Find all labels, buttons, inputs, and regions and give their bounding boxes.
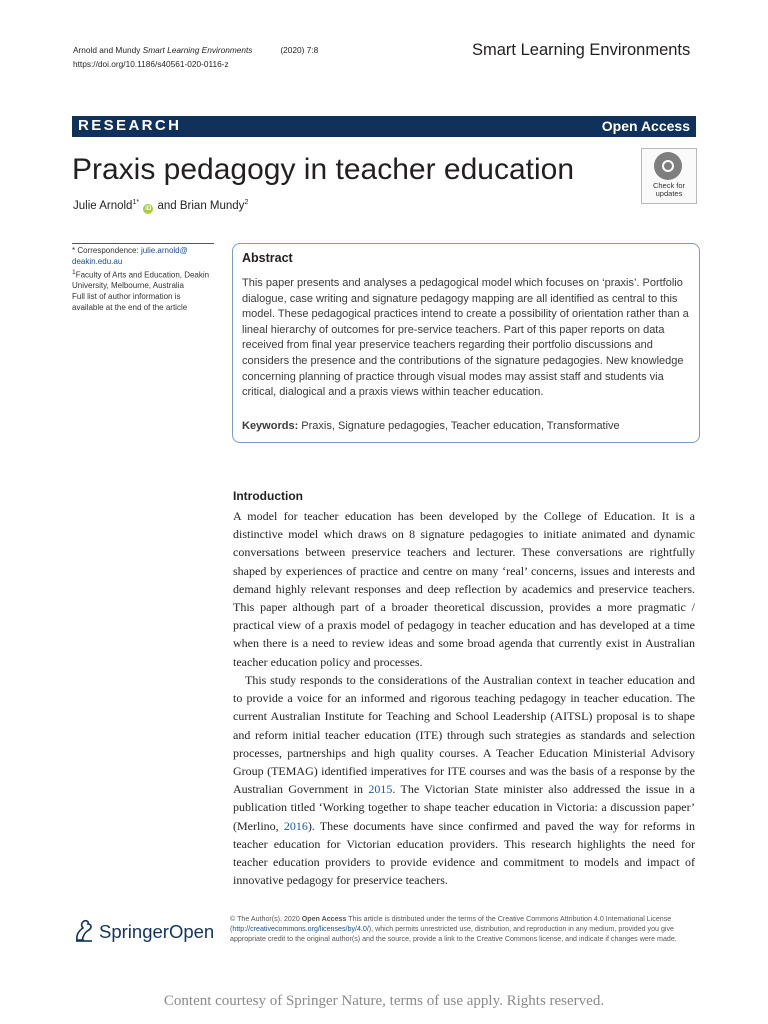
header-journal: Smart Learning Environments (142, 45, 253, 55)
brand-springer: Springer (99, 921, 169, 942)
abstract-box (232, 243, 700, 443)
divider (72, 243, 214, 244)
keywords-label: Keywords: (242, 420, 299, 432)
author-name[interactable]: Julie Arnold (73, 199, 133, 212)
author-list (73, 199, 248, 214)
orcid-icon[interactable]: iD (145, 205, 152, 212)
abstract-text: This paper presents and analyses a pedagogical model which focuses on ‘praxis’. Portfolio dialogue, case writing and signature pedagogy mapping are all identified as central to this model. These pedagogical practices intend to create a possibility of orientation rather than a lineal hierarchy of outcomes for pre-service teachers. Part of this paper reports on data received from final year preservice teachers regarding their portfolio discussions and considers the presence and the contributions of the signature pedagogies. New knowledge concerning planning of practice through visual modes may assist staff and students via critical, dialogical and a praxis views within teacher education. (242, 277, 689, 399)
license-text: © The Author(s). 2020 Open Access This article is distributed under the terms of the Creative Commons Attribution 4.0 International License (http://creativecommons.org/licenses/by/4.0/), which permits unrestricted use, distribution, and reproduction in any medium, provided you give appropriate credit to the original author(s) and the source, provide a link to the Creative Commons license, and indicate if changes were made. (230, 915, 677, 944)
citation-link-2[interactable]: 2016 (283, 818, 308, 833)
paragraph: A model for teacher education has been developed by the College of Education. It is a distinctive model which draws on 8 signature pedagogies to initiate animated and dynamic conversations between preservice teachers and lecturer. These conversations are rightfully shaped by experiences of practice and centre on many ‘real’ concerns, issues and interests and demand highly relevant responses and deep reflection by academics and preservice teachers. This paper although part of a broader theoretical discussion, provides a more pragmatic / practical view of a praxis model of pedagogy in teacher education and has developed at a time when there is a need to review ideas and some broad agenda that currently exist in Australian teacher education policy and processes. (233, 509, 695, 669)
header-volume: (2020) 7:8 (280, 45, 319, 55)
license-link[interactable]: http://creativecommons.org/licenses/by/4.0/ (232, 925, 369, 934)
correspondence-email[interactable]: julie.arnold@ (140, 246, 188, 255)
author-info-note: Full list of author information is available at the end of the article (72, 291, 188, 312)
author-sup-2: 2 (244, 199, 249, 206)
abstract-heading: Abstract (242, 251, 293, 265)
check-updates-icon (654, 152, 682, 180)
paragraph-2: This study responds to the considerations of the Australian context in teacher education and to provide a voice for an informed and rigorous teaching pedagogy in teacher education. The current Australian Institute for Teaching and School Leadership (AITSL) proposal is to shape and reform initial teacher education (ITE) through such strategies as standards and selection processes, partnerships and high quality courses. A Teacher Education Ministerial Advisory Group (TEMAG) identified imperatives for ITE courses and was the basis of a response by the Australian Government in 2015. The Victorian State minister also addressed the issue in a publication titled ‘Working together to shape teacher education in Victoria: a discussion paper’ (Merlino, 2016). These documents have since confirmed and paved the way for reforms in teacher education for Victorian education providers. This research highlights the need for teacher education providers to provide evidence and commitment to models and impact of innovative pedagogy for preservice teachers. (233, 673, 695, 888)
keywords (242, 420, 620, 432)
correspondence-email-cont[interactable]: deakin.edu.au (72, 256, 123, 266)
author-sup: 1* (132, 199, 140, 206)
header-authors: Arnold and Mundy (73, 45, 141, 55)
brand-open: Open (168, 921, 215, 942)
article-type-banner (72, 116, 696, 137)
article-type-label: RESEARCH (78, 117, 182, 134)
citation-link[interactable]: 2015 (368, 782, 393, 797)
author-name-2[interactable]: and Brian Mundy (154, 199, 245, 212)
journal-name: Smart Learning Environments (472, 41, 691, 59)
correspondence-note (72, 246, 214, 313)
keywords-list: Praxis, Signature pedagogies, Teacher education, Transformative (298, 420, 620, 432)
open-access-label: Open Access (601, 118, 690, 134)
courtesy-notice: Content courtesy of Springer Nature, terms of use apply. Rights reserved. (163, 993, 605, 1009)
page-title: Praxis pedagogy in teacher education (72, 153, 575, 186)
license-open-access: Open Access (301, 915, 347, 923)
correspondence-label: * Correspondence: (72, 246, 141, 255)
check-for-updates-button[interactable] (641, 148, 697, 204)
header-doi[interactable]: https://doi.org/10.1186/s40561-020-0116-z (73, 59, 229, 69)
section-heading: Introduction (233, 489, 303, 503)
check-updates-label: Check for updates (652, 181, 686, 198)
affiliation: Faculty of Arts and Education, Deakin University, Melbourne, Australia (72, 270, 210, 291)
running-header (73, 43, 318, 71)
springer-horse-icon (74, 918, 94, 942)
affiliation-sup: 1 (72, 268, 76, 276)
